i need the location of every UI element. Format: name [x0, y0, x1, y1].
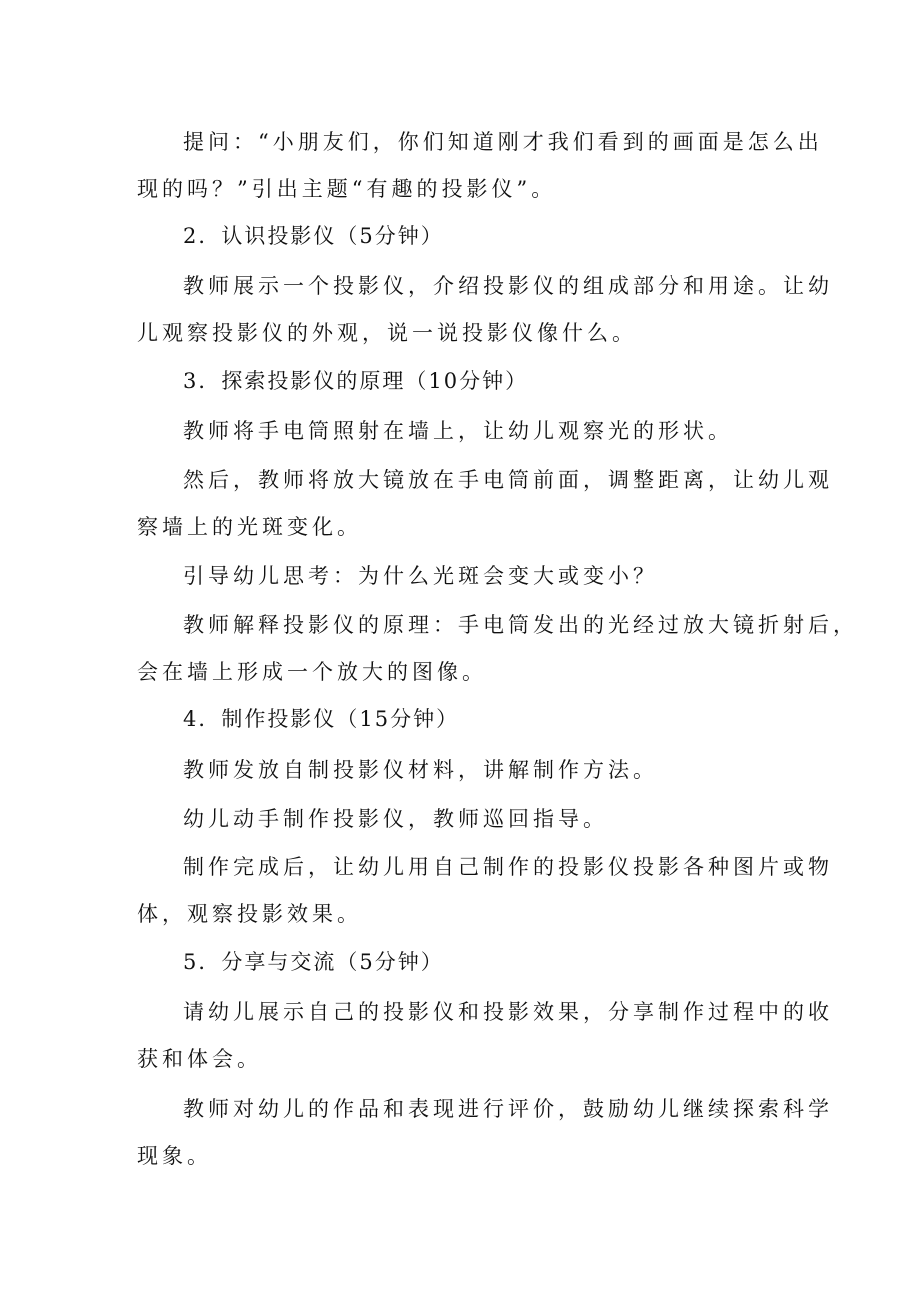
- paragraph-line: 教师展示一个投影仪，介绍投影仪的组成部分和用途。让幼: [183, 274, 833, 298]
- paragraph-line: 教师解释投影仪的原理：手电筒发出的光经过放大镜折射后，: [183, 613, 858, 637]
- paragraph-line: 幼儿动手制作投影仪，教师巡回指导。: [183, 807, 608, 831]
- section-heading: 5．分享与交流（5分钟）: [183, 950, 444, 974]
- paragraph-line: 提问：“小朋友们，你们知道刚才我们看到的画面是怎么出: [183, 130, 823, 154]
- section-heading: 4．制作投影仪（15分钟）: [183, 707, 460, 731]
- paragraph-line: 请幼儿展示自己的投影仪和投影效果，分享制作过程中的收: [183, 1000, 833, 1024]
- paragraph-line: 会在墙上形成一个放大的图像。: [137, 660, 487, 684]
- paragraph-line: 制作完成后，让幼儿用自己制作的投影仪投影各种图片或物: [183, 855, 833, 879]
- section-heading: 3．探索投影仪的原理（10分钟）: [183, 369, 529, 393]
- paragraph-line: 教师发放自制投影仪材料，讲解制作方法。: [183, 758, 658, 782]
- paragraph-line: 现的吗？”引出主题“有趣的投影仪”。: [137, 177, 557, 201]
- paragraph-line: 教师对幼儿的作品和表现进行评价，鼓励幼儿继续探索科学: [183, 1097, 833, 1121]
- paragraph-line: 体，观察投影效果。: [137, 902, 362, 926]
- paragraph-line: 儿观察投影仪的外观，说一说投影仪像什么。: [137, 321, 637, 345]
- paragraph-line: 现象。: [137, 1144, 212, 1168]
- paragraph-line: 然后，教师将放大镜放在手电筒前面，调整距离，让幼儿观: [183, 468, 833, 492]
- section-heading: 2．认识投影仪（5分钟）: [183, 224, 444, 248]
- paragraph-line: 教师将手电筒照射在墙上，让幼儿观察光的形状。: [183, 419, 733, 443]
- paragraph-line: 察墙上的光斑变化。: [137, 515, 362, 539]
- paragraph-line: 引导幼儿思考：为什么光斑会变大或变小？: [183, 564, 658, 588]
- paragraph-line: 获和体会。: [137, 1047, 262, 1071]
